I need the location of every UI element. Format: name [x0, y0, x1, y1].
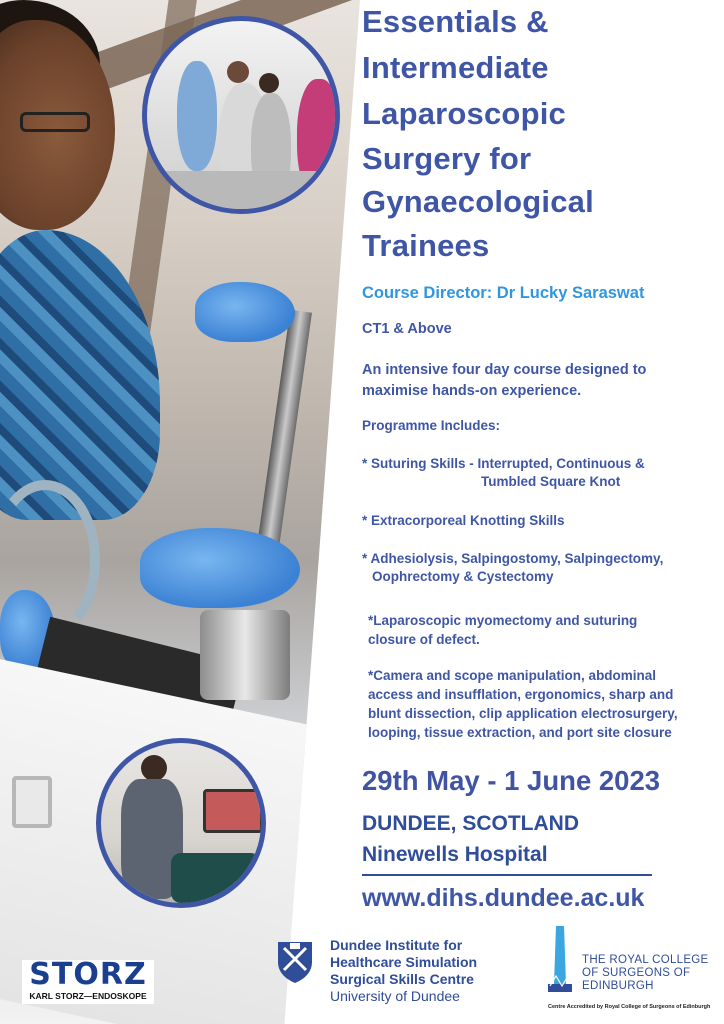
storz-brand: STORZ	[29, 957, 147, 992]
course-location: DUNDEE, SCOTLAND	[362, 812, 580, 835]
intro-text-line: An intensive four day course designed to	[362, 362, 647, 378]
divider	[362, 874, 652, 876]
website-link[interactable]: www.dihs.dundee.ac.uk	[362, 884, 645, 912]
course-level: CT1 & Above	[362, 321, 452, 337]
title-line: Laparoscopic	[362, 96, 566, 131]
rcs-accreditation: Centre Accredited by Royal College of Surgeons of Edinburgh	[548, 1004, 711, 1010]
programme-item: Tumbled Square Knot	[481, 474, 621, 489]
glasses	[20, 112, 90, 132]
programme-item: * Suturing Skills - Interrupted, Continuous &	[362, 456, 645, 471]
intro-text-line: maximise hands-on experience.	[362, 383, 582, 399]
programme-item: *Camera and scope manipulation, abdominal	[368, 668, 657, 683]
karl-storz-logo	[22, 957, 154, 1004]
programme-item: closure of defect.	[368, 632, 480, 647]
rcs-tower-icon	[546, 924, 574, 994]
programme-item: Oophrectomy & Cystectomy	[372, 569, 554, 584]
programme-item: * Adhesiolysis, Salpingostomy, Salpingectomy,	[362, 551, 664, 566]
rcs-line: OF SURGEONS OF	[582, 967, 691, 979]
rcs-line: THE ROYAL COLLEGE	[582, 954, 709, 966]
programme-item: blunt dissection, clip application electrosurgery,	[368, 706, 678, 721]
storz-tagline: KARL STORZ—ENDOSKOPE	[29, 991, 147, 1001]
programme-item: access and insufflation, ergonomics, sharp and	[368, 687, 674, 702]
course-venue: Ninewells Hospital	[362, 843, 548, 866]
course-dates: 29th May - 1 June 2023	[362, 765, 661, 796]
title-line: Gynaecological	[362, 184, 594, 219]
dihs-line: Surgical Skills Centre	[330, 971, 474, 987]
title-line: Trainees	[362, 228, 490, 263]
dihs-line: University of Dundee	[330, 988, 460, 1004]
programme-heading: Programme Includes:	[362, 418, 501, 433]
title-line: Surgery for	[362, 141, 532, 176]
programme-item: * Extracorporeal Knotting Skills	[362, 513, 565, 528]
training-photo-circle-bottom	[96, 738, 266, 908]
title-line: Essentials &	[362, 4, 549, 39]
course-director: Course Director: Dr Lucky Saraswat	[362, 284, 645, 302]
programme-item: looping, tissue extraction, and port site closure	[368, 725, 672, 740]
case-latch	[12, 776, 52, 828]
programme-item: *Laparoscopic myomectomy and suturing	[368, 613, 638, 628]
dihs-line: Healthcare Simulation	[330, 954, 478, 970]
laparoscope	[254, 310, 312, 571]
title-line: Intermediate	[362, 50, 549, 85]
university-shield-icon	[276, 940, 314, 984]
gloved-hand	[140, 528, 300, 608]
training-photo-circle-top	[142, 16, 340, 214]
dihs-line: Dundee Institute for	[330, 937, 463, 953]
rcs-line: EDINBURGH	[582, 980, 654, 992]
gloved-hand	[195, 282, 295, 342]
trocar-port	[200, 610, 290, 700]
